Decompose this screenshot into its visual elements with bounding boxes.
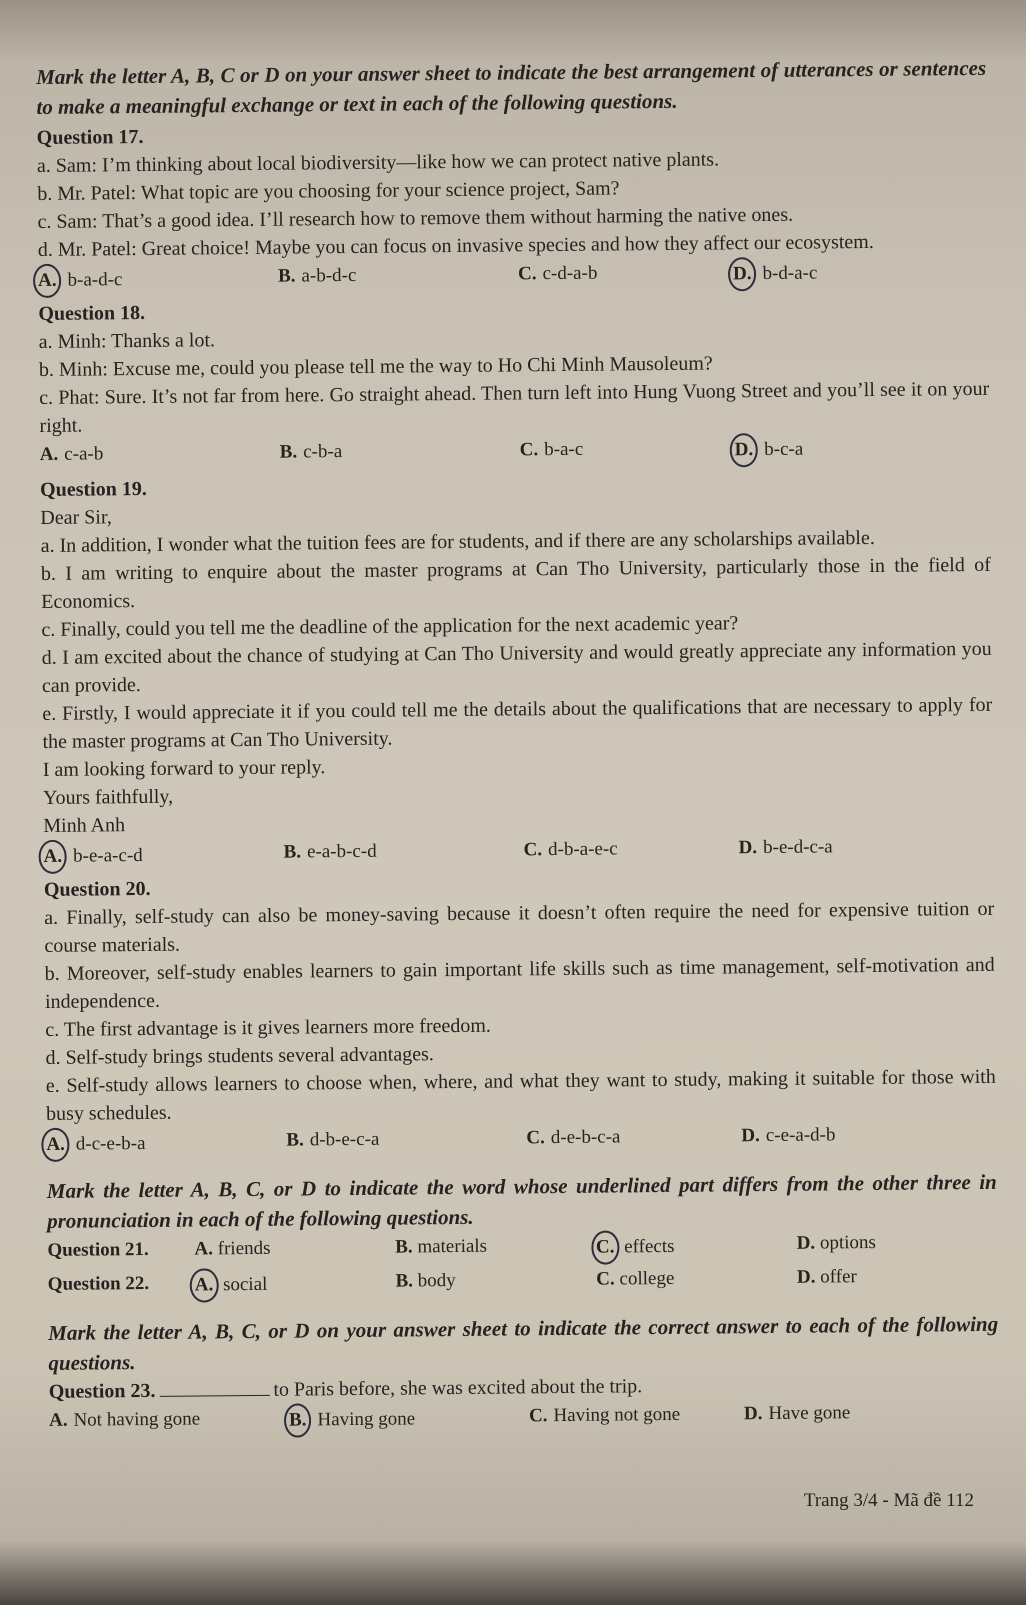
section1-instruction: Mark the letter A, B, C or D on your answer sheet to indicate the best arrangement of utterances or sentences to make a meaningful exchange or text in each of the following questions.: [36, 55, 987, 119]
q18-line-a: a. Minh: Thanks a lot.: [38, 329, 216, 353]
q18-option-c[interactable]: C. b-a-c: [519, 438, 584, 461]
q23-option-a[interactable]: A. Not having gone: [48, 1408, 201, 1431]
q21-option-d[interactable]: D. options: [796, 1231, 876, 1254]
q20-option-b[interactable]: B. d-b-e-c-a: [286, 1128, 380, 1151]
q17-option-c[interactable]: C. c-d-a-b: [517, 262, 598, 285]
q19-option-d[interactable]: D. b-e-d-c-a: [738, 836, 833, 859]
q20-line-c: c. The first advantage is it gives learners more freedom.: [45, 1014, 491, 1041]
section3-instruction: Mark the letter A, B, C, or D on your answer sheet to indicate the correct answer to each of the following questions.: [48, 1311, 999, 1375]
section2-instruction: Mark the letter A, B, C, or D to indicate the word whose underlined part differs from the other three in pronunciation in each of the following questions.: [46, 1169, 997, 1233]
q19-option-b[interactable]: B. e-a-b-c-d: [283, 840, 377, 863]
q17-option-a[interactable]: A. b-a-d-c: [38, 262, 278, 298]
q18-option-b[interactable]: B. c-b-a: [279, 441, 343, 463]
q23-blank[interactable]: [159, 1395, 269, 1397]
q19-line-a: a. In addition, I wonder what the tuition fees are for students, and if there are any scholarships available.: [40, 526, 875, 557]
q17-heading: Question 17.: [36, 125, 144, 149]
q17-line-d: d. Mr. Patel: Great choice! Maybe you can focus on invasive species and how they affect our ecosystem.: [37, 230, 874, 261]
q20-line-e: e. Self-study allows learners to choose when, where, and what they want to study, making it suitable for those with busy schedules.: [45, 1065, 996, 1125]
q19-signature: Minh Anh: [43, 814, 126, 837]
q18-line-b: b. Minh: Excuse me, could you please tell me the way to Ho Chi Minh Mausoleum?: [38, 352, 713, 381]
q23-option-b[interactable]: B. Having gone: [289, 1401, 529, 1437]
q20-line-d: d. Self-study brings students several advantages.: [45, 1043, 434, 1069]
q18-line-c: c. Phat: Sure. It’s not far from here. Go straight ahead. Then turn left into Hung Vuong Street and you’ll see it on your right.: [39, 377, 990, 437]
q20-option-c[interactable]: C. d-e-b-c-a: [526, 1126, 621, 1149]
q19-salutation: Dear Sir,: [40, 506, 112, 529]
q19-option-a[interactable]: A. b-e-a-c-d: [43, 838, 283, 874]
q21-option-c[interactable]: C. effects: [596, 1229, 797, 1265]
q20-option-a[interactable]: A. d-c-e-b-a: [46, 1126, 286, 1162]
q18-option-a[interactable]: A. c-a-b: [39, 443, 104, 465]
q20-line-a: a. Finally, self-study can also be money-saving because it doesn’t often require the need for expensive tuition or course materials.: [44, 897, 995, 957]
q19-line-d: d. I am excited about the chance of studying at Can Tho University and would greatly appreciate any information you can provide.: [41, 637, 992, 697]
q23-stem: to Paris before, she was excited about the trip.: [273, 1375, 643, 1401]
q22-heading: Question 22.: [47, 1272, 150, 1295]
q21-option-a[interactable]: A. friends: [194, 1237, 271, 1260]
q22-option-b[interactable]: B. body: [395, 1270, 456, 1292]
exam-content: [36, 53, 999, 1440]
page-footer: Trang 3/4 - Mã đề 112: [803, 1490, 974, 1511]
q23-option-d[interactable]: D. Have gone: [743, 1402, 851, 1425]
q23-heading: Question 23.: [48, 1379, 156, 1403]
q17-line-b: b. Mr. Patel: What topic are you choosing for your science project, Sam?: [37, 177, 620, 205]
q22-option-a[interactable]: A. social: [195, 1267, 396, 1303]
q21-heading: Question 21.: [47, 1238, 149, 1261]
q19-line-b: b. I am writing to enquire about the master programs at Can Tho University, particularly those in the field of Economics.: [40, 553, 991, 613]
q22-option-c[interactable]: C. college: [596, 1267, 675, 1290]
q18-option-d[interactable]: D. b-c-a: [735, 433, 804, 468]
q23-option-c[interactable]: C. Having not gone: [528, 1403, 681, 1427]
q22-option-d[interactable]: D. offer: [796, 1266, 857, 1288]
q17-line-c: c. Sam: That’s a good idea. I’ll research how to remove them without harming the native ones.: [37, 203, 794, 233]
q20-heading: Question 20.: [43, 877, 151, 901]
q19-line-e: e. Firstly, I would appreciate it if you could tell me the details about the qualifications that are necessary to apply for the master programs at Can Tho University.: [42, 693, 993, 753]
q17-option-b[interactable]: B. a-b-d-c: [277, 264, 357, 287]
q21-option-b[interactable]: B. materials: [395, 1235, 488, 1258]
q19-closing-line: I am looking forward to your reply.: [42, 756, 326, 781]
q19-signoff: Yours faithfully,: [42, 785, 174, 809]
q19-heading: Question 19.: [40, 477, 147, 501]
q19-line-c: c. Finally, could you tell me the deadline of the application for the next academic year?: [41, 612, 739, 641]
q20-option-d[interactable]: D. c-e-a-d-b: [741, 1124, 836, 1147]
q19-option-c[interactable]: C. d-b-a-e-c: [523, 838, 618, 861]
q18-heading: Question 18.: [38, 301, 146, 325]
q20-line-b: b. Moreover, self-study enables learners to gain important life skills such as time management, self-motivation and independence.: [44, 953, 995, 1013]
q17-line-a: a. Sam: I’m thinking about local biodiversity—like how we can protect native plants.: [36, 148, 720, 177]
q17-option-d[interactable]: D. b-d-a-c: [733, 257, 818, 292]
